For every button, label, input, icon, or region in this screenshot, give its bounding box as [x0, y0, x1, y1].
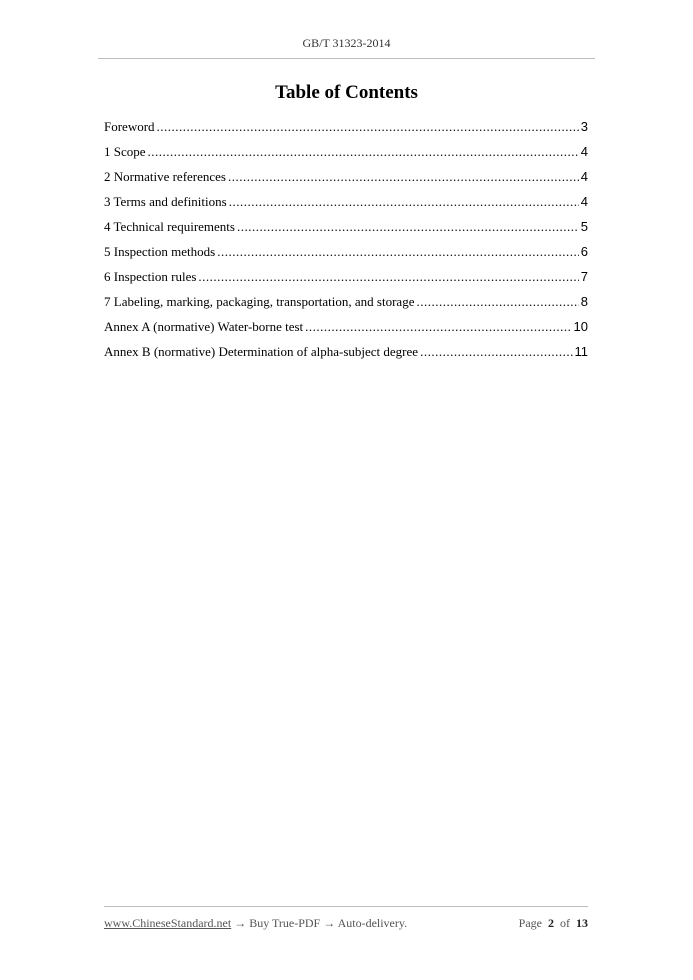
page-total: 13	[576, 916, 588, 930]
toc-dot-leader	[229, 192, 579, 212]
toc-dot-leader	[157, 117, 579, 137]
toc-entry-technical-requirements[interactable]	[104, 217, 588, 242]
toc-entry-page: 4	[580, 169, 588, 184]
toc-entry-terms-and-definitions[interactable]	[104, 192, 588, 217]
toc-title: Table of Contents	[275, 82, 418, 103]
toc-entry-label: 4 Technical requirements	[104, 219, 235, 234]
toc-dot-leader	[148, 142, 579, 162]
page-header	[98, 36, 595, 51]
toc-dot-leader	[416, 292, 578, 312]
toc-entry-label: 3 Terms and definitions	[104, 194, 227, 209]
toc-entry-inspection-methods[interactable]	[104, 242, 588, 267]
toc-dot-leader	[198, 267, 578, 287]
page-number	[519, 916, 588, 931]
toc-entry-label: 7 Labeling, marking, packaging, transportation, and storage	[104, 294, 415, 309]
toc-entry-label: 2 Normative references	[104, 169, 226, 184]
footer-promo	[104, 916, 407, 931]
toc-entry-label: Foreword	[104, 119, 155, 134]
toc-dot-leader	[237, 217, 579, 237]
toc-entry-page: 11	[574, 344, 588, 359]
toc-dot-leader	[305, 317, 571, 337]
toc-entry-page: 10	[573, 319, 588, 334]
toc-entry-label: 6 Inspection rules	[104, 269, 197, 284]
toc-entry-page: 4	[580, 144, 588, 159]
header-divider	[98, 58, 595, 59]
toc-entry-label: 1 Scope	[104, 144, 146, 159]
toc-entry-annex-b[interactable]	[104, 342, 588, 367]
toc-entry-label: 5 Inspection methods	[104, 244, 216, 259]
toc-entry-label: Annex B (normative) Determination of alpha-subject degree	[104, 344, 419, 359]
toc-entry-page: 8	[580, 294, 588, 309]
document-code: GB/T 31323-2014	[302, 36, 391, 50]
site-link[interactable]: www.ChineseStandard.net	[104, 916, 232, 930]
toc-entry-scope[interactable]	[104, 142, 588, 167]
page-of: of	[560, 916, 570, 930]
toc-entry-page: 6	[580, 244, 588, 259]
toc-entry-foreword[interactable]	[104, 117, 588, 142]
footer-divider	[104, 906, 588, 907]
page-footer	[104, 916, 588, 931]
toc-entry-labeling-packaging-storage[interactable]	[104, 292, 588, 317]
toc-entry-normative-references[interactable]	[104, 167, 588, 192]
toc-entry-annex-a[interactable]	[104, 317, 588, 342]
table-of-contents	[104, 117, 588, 367]
toc-dot-leader	[228, 167, 579, 187]
toc-entry-label: Annex A (normative) Water-borne test	[104, 319, 304, 334]
toc-dot-leader	[420, 342, 572, 362]
toc-entry-page: 3	[580, 119, 588, 134]
toc-entry-page: 5	[580, 219, 588, 234]
toc-entry-page: 7	[580, 269, 588, 284]
toc-entry-inspection-rules[interactable]	[104, 267, 588, 292]
toc-entry-page: 4	[580, 194, 588, 209]
toc-dot-leader	[217, 242, 579, 262]
page-prefix: Page	[518, 916, 542, 930]
page-current: 2	[548, 916, 554, 930]
footer-promo-text: → Buy True-PDF → Auto-delivery.	[231, 916, 408, 930]
